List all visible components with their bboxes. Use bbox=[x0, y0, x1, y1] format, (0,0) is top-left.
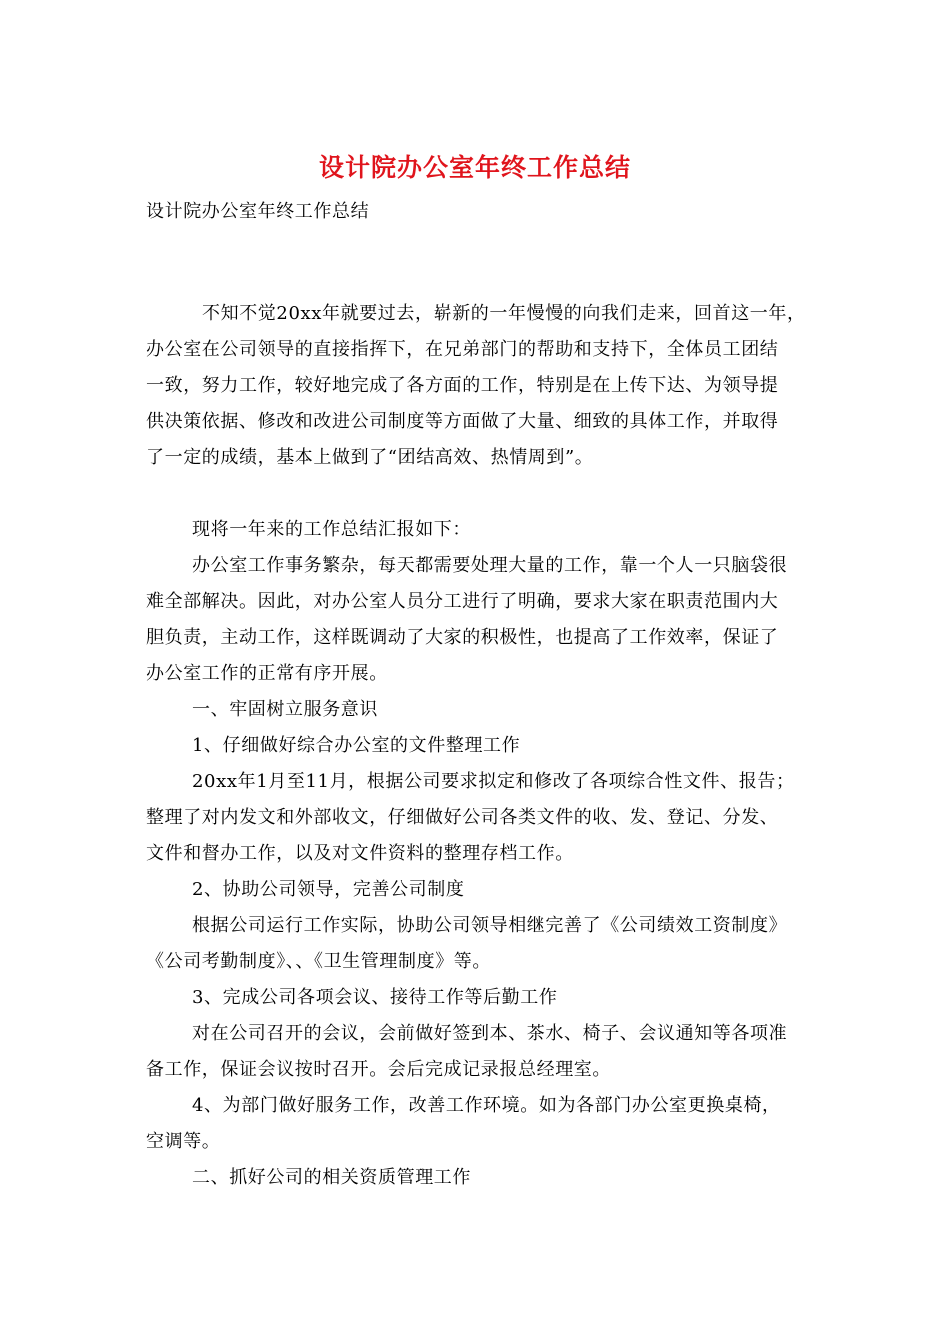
document-subtitle: 设计院办公室年终工作总结 bbox=[146, 201, 370, 222]
section-heading: 二、抓好公司的相关资质管理工作 bbox=[192, 1167, 471, 1188]
paragraph-line: 备工作，保证会议按时召开。会后完成记录报总经理室。 bbox=[146, 1059, 611, 1080]
subsection-heading: 4、为部门做好服务工作，改善工作环境。如为各部门办公室更换桌椅， bbox=[192, 1095, 781, 1116]
paragraph-line: 整理了对内发文和外部收文，仔细做好公司各类文件的收、发、登记、分发、 bbox=[146, 807, 779, 828]
paragraph-line: 20xx年1月至11月，根据公司要求拟定和修改了各项综合性文件、报告； bbox=[192, 771, 795, 792]
paragraph-line: 《公司考勤制度》、、《卫生管理制度》等。 bbox=[146, 951, 491, 972]
paragraph-line: 对在公司召开的会议，会前做好签到本、茶水、椅子、会议通知等各项准 bbox=[192, 1023, 788, 1044]
paragraph-line: 办公室在公司领导的直接指挥下，在兄弟部门的帮助和支持下，全体员工团结 bbox=[146, 339, 779, 360]
paragraph-line: 现将一年来的工作总结汇报如下： bbox=[192, 519, 471, 540]
subsection-heading: 1、仔细做好综合办公室的文件整理工作 bbox=[192, 735, 521, 756]
document-title: 设计院办公室年终工作总结 bbox=[318, 153, 631, 182]
paragraph-line: 办公室工作的正常有序开展。 bbox=[146, 663, 388, 684]
paragraph-line: 空调等。 bbox=[146, 1131, 221, 1152]
paragraph-line: 文件和督办工作，以及对文件资料的整理存档工作。 bbox=[146, 843, 574, 864]
paragraph-line: 一致，努力工作，较好地完成了各方面的工作，特别是在上传下达、为领导提 bbox=[146, 375, 779, 396]
paragraph-line: 供决策依据、修改和改进公司制度等方面做了大量、细致的具体工作，并取得 bbox=[146, 411, 779, 432]
section-heading: 一、牢固树立服务意识 bbox=[192, 699, 378, 720]
subsection-heading: 3、完成公司各项会议、接待工作等后勤工作 bbox=[192, 987, 558, 1008]
paragraph-line: 办公室工作事务繁杂，每天都需要处理大量的工作，靠一个人一只脑袋很 bbox=[192, 555, 788, 576]
subsection-heading: 2、协助公司领导，完善公司制度 bbox=[192, 879, 465, 900]
paragraph-line: 难全部解决。因此，对办公室人员分工进行了明确，要求大家在职责范围内大 bbox=[146, 591, 779, 612]
paragraph-line: 胆负责，主动工作，这样既调动了大家的积极性，也提高了工作效率，保证了 bbox=[146, 627, 779, 648]
paragraph-line: 了一定的成绩，基本上做到了“团结高效、热情周到”。 bbox=[146, 447, 594, 468]
paragraph-line: 不知不觉20xx年就要过去，崭新的一年慢慢的向我们走来，回首这一年， bbox=[202, 303, 806, 324]
paragraph-line: 根据公司运行工作实际，协助公司领导相继完善了《公司绩效工资制度》 bbox=[192, 915, 788, 936]
